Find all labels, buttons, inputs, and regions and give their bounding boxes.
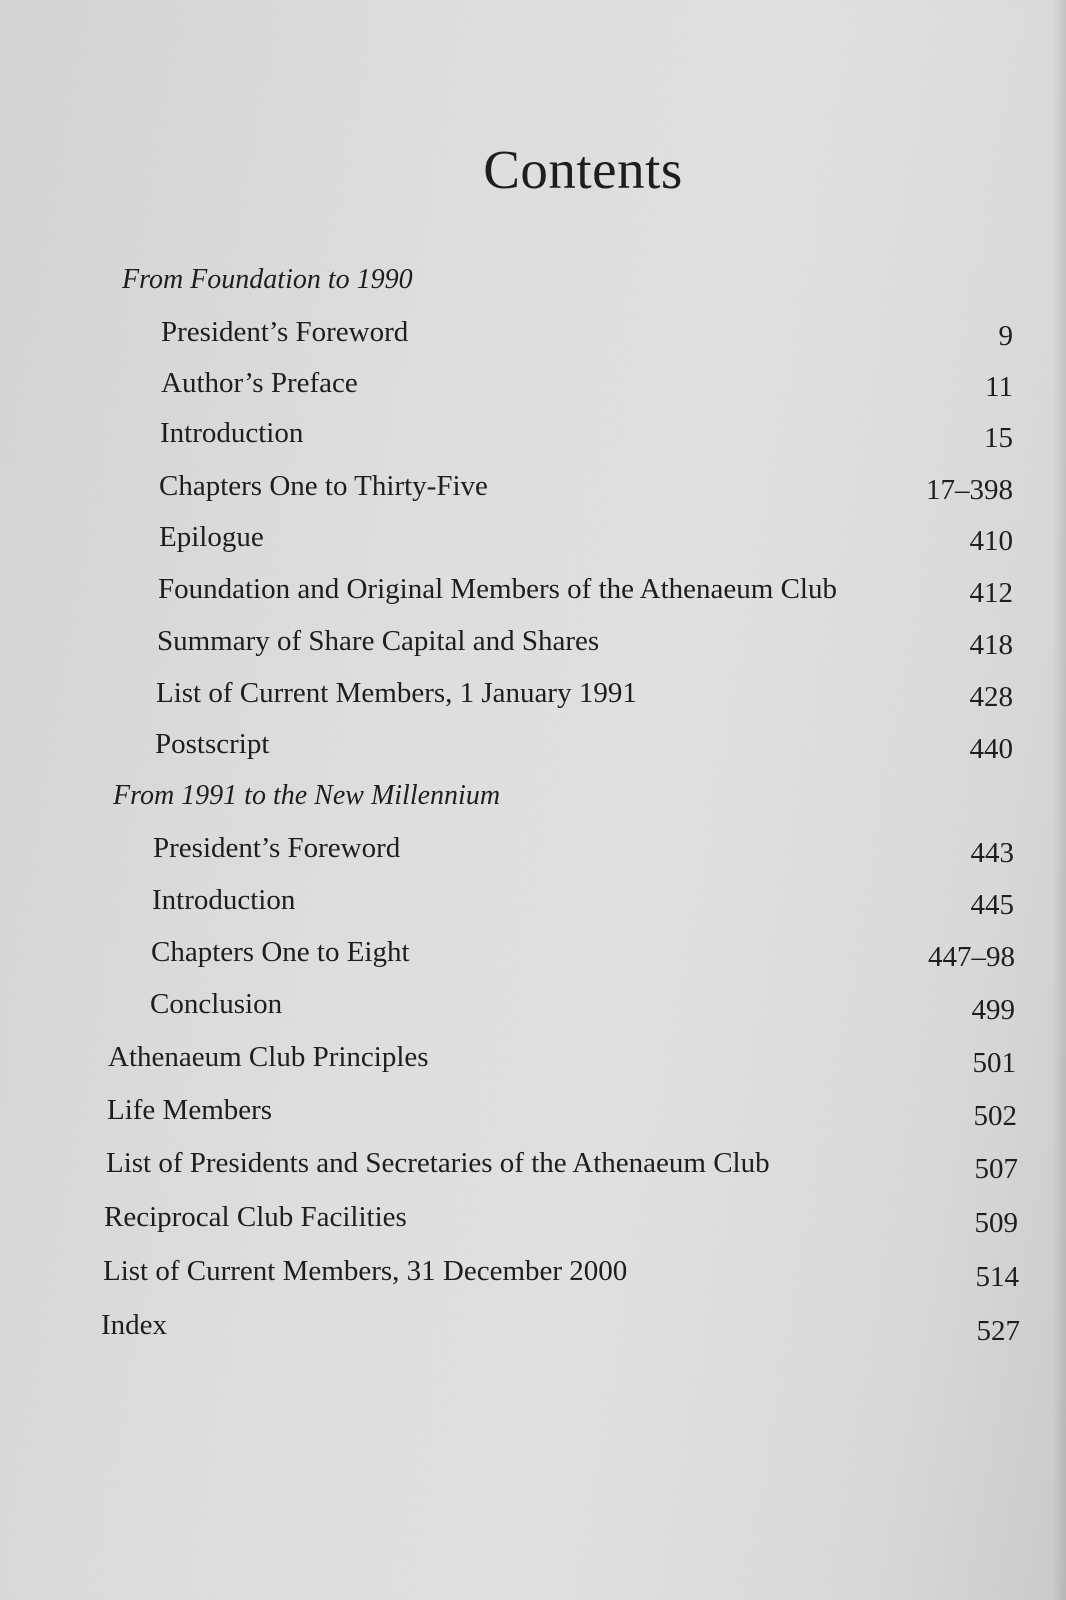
toc-entry-label[interactable]: Index [101, 1309, 168, 1341]
toc-entry-page: 509 [974, 1207, 1018, 1239]
toc-entry-label[interactable]: President’s Foreword [153, 832, 401, 864]
toc-entry-label[interactable]: Summary of Share Capital and Shares [157, 625, 600, 657]
toc-entry-label[interactable]: Postscript [155, 728, 270, 760]
toc-entry-label[interactable]: Author’s Preface [161, 367, 358, 399]
toc-entry-page: 9 [998, 320, 1013, 352]
toc-entry-label[interactable]: Introduction [152, 884, 296, 916]
toc-entry-label[interactable]: Introduction [160, 417, 304, 449]
toc-entry-label[interactable]: Foundation and Original Members of the Athenaeum Club [158, 573, 837, 605]
toc-entry-label[interactable]: Chapters One to Thirty-Five [159, 470, 488, 502]
toc-entry-page: 418 [969, 629, 1013, 661]
toc-entry-label[interactable]: List of Current Members, 1 January 1991 [156, 677, 637, 709]
toc-entry-page: 499 [971, 994, 1015, 1026]
toc-entry-label[interactable]: President’s Foreword [161, 316, 409, 348]
toc-entry-page: 412 [969, 577, 1013, 609]
toc-entry-label[interactable]: Life Members [107, 1094, 273, 1126]
toc-entry-page: 440 [969, 733, 1013, 765]
page-title: Contents [483, 139, 683, 200]
toc-entry-page: 527 [976, 1315, 1020, 1347]
toc-entry-page: 502 [973, 1100, 1017, 1132]
toc-entry-label[interactable]: Conclusion [150, 988, 283, 1020]
toc-entry-label[interactable]: List of Presidents and Secretaries of the Athenaeum Club [106, 1147, 770, 1179]
toc-entry-label[interactable]: Athenaeum Club Principles [108, 1041, 429, 1073]
toc-entry-page: 17–398 [926, 474, 1013, 506]
section-heading-foundation: From Foundation to 1990 [122, 264, 413, 295]
section-heading-millennium: From 1991 to the New Millennium [113, 780, 501, 811]
toc-entry-page: 514 [975, 1261, 1019, 1293]
toc-entry-page: 507 [974, 1153, 1018, 1185]
toc-entry-label[interactable]: Reciprocal Club Facilities [104, 1201, 407, 1233]
toc-entry-page: 11 [985, 371, 1013, 403]
toc-entry-page: 410 [969, 525, 1013, 557]
toc-entry-label[interactable]: Chapters One to Eight [151, 936, 410, 968]
toc-entry-label[interactable]: Epilogue [159, 521, 264, 553]
toc-entry-page: 501 [972, 1047, 1016, 1079]
toc-entry-page: 428 [969, 681, 1013, 713]
toc-entry-page: 15 [984, 422, 1013, 454]
toc-entry-page: 443 [970, 837, 1014, 869]
page-edge-shadow [1052, 0, 1066, 1600]
toc-entry-page: 445 [970, 889, 1014, 921]
toc-entry-label[interactable]: List of Current Members, 31 December 2000 [103, 1255, 628, 1287]
toc-entry-page: 447–98 [928, 941, 1015, 973]
